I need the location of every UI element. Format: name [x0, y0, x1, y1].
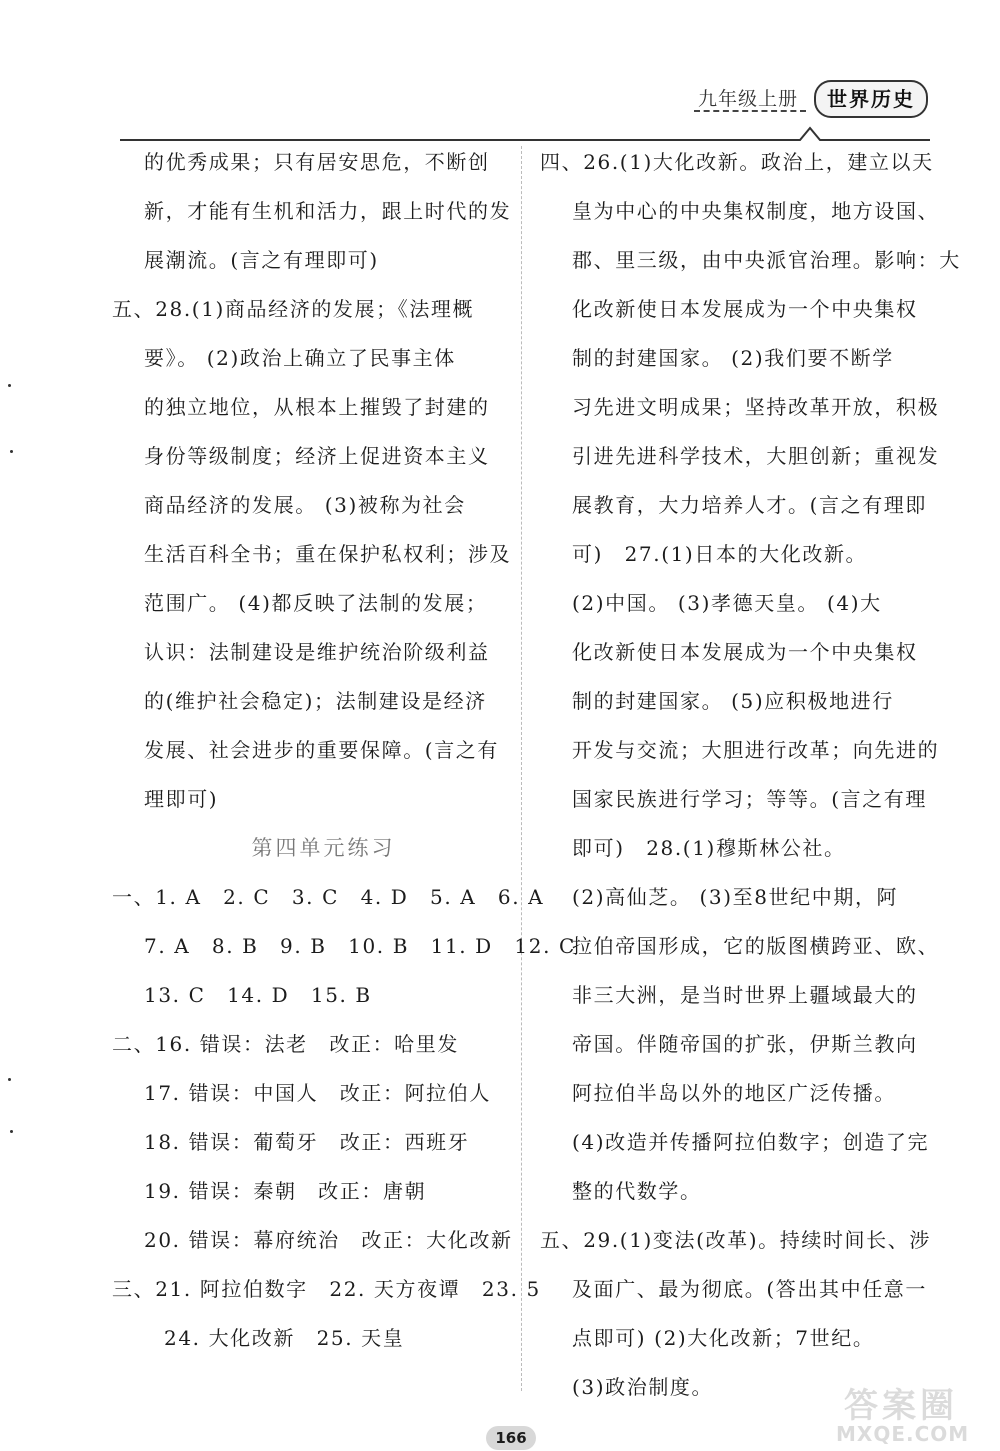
left-column — [112, 138, 576, 1363]
left-line: 生活百科全书；重在保护私权利；涉及 — [144, 542, 512, 566]
answer-line: 18. 错误：葡萄牙 改正：西班牙 — [144, 1130, 470, 1154]
scan-speck — [10, 1130, 13, 1133]
right-line: 可) 27.(1)日本的大化改新。 — [572, 542, 868, 566]
watermark-logo — [836, 1378, 996, 1448]
right-column — [540, 138, 961, 1412]
answer-line: 24. 大化改新 25. 天皇 — [164, 1326, 405, 1350]
scan-speck — [8, 384, 11, 387]
right-line: (4)改造并传播阿拉伯数字；创造了完 — [572, 1130, 930, 1154]
left-line: 发展、社会进步的重要保障。(言之有 — [144, 738, 500, 762]
right-line: 化改新使日本发展成为一个中央集权 — [572, 640, 918, 664]
left-line: 五、28.(1)商品经济的发展；《法理概 — [112, 297, 475, 321]
left-line: 新，才能有生机和活力，跟上时代的发 — [144, 199, 512, 223]
answer-line: 17. 错误：中国人 改正：阿拉伯人 — [144, 1081, 491, 1105]
right-line: 非三大洲，是当时世界上疆域最大的 — [572, 983, 918, 1007]
column-divider — [521, 146, 522, 1391]
right-line: 及面广、最为彻底。(答出其中任意一 — [572, 1277, 928, 1301]
page-number: 166 — [486, 1426, 536, 1450]
left-line: 认识：法制建设是维护统治阶级利益 — [144, 640, 490, 664]
left-line: 理即可) — [144, 787, 219, 811]
right-line: 开发与交流；大胆进行改革；向先进的 — [572, 738, 940, 762]
right-line: (2)中国。 (3)孝德天皇。 (4)大 — [572, 591, 882, 615]
answer-line: 19. 错误：秦朝 改正：唐朝 — [144, 1179, 427, 1203]
answer-line: 7. A 8. B 9. B 10. B 11. D 12. C — [144, 934, 576, 958]
right-line: 制的封建国家。 (2)我们要不断学 — [572, 346, 894, 370]
watermark-text: 答案圈 — [844, 1386, 958, 1426]
header-dash-line — [694, 110, 806, 112]
header-grade: 九年级上册 — [698, 88, 799, 110]
scan-speck — [8, 1078, 11, 1081]
right-line: 制的封建国家。 (5)应积极地进行 — [572, 689, 894, 713]
right-line: 习先进文明成果；坚持改革开放，积极 — [572, 395, 940, 419]
right-line: 五、29.(1)变法(改革)。持续时间长、涉 — [540, 1228, 931, 1252]
right-line: 皇为中心的中央集权制度，地方设国、 — [572, 199, 940, 223]
right-line: 四、26.(1)大化改新。政治上，建立以天 — [540, 150, 934, 174]
left-line: 展潮流。(言之有理即可) — [144, 248, 379, 272]
answer-line: 二、16. 错误：法老 改正：哈里发 — [112, 1032, 459, 1056]
answer-line: 13. C 14. D 15. B — [144, 983, 372, 1007]
answer-line: 20. 错误：幕府统治 改正：大化改新 — [144, 1228, 513, 1252]
right-line: 帝国。伴随帝国的扩张，伊斯兰教向 — [572, 1032, 918, 1056]
right-line: 化改新使日本发展成为一个中央集权 — [572, 297, 918, 321]
right-line: 拉伯帝国形成，它的版图横跨亚、欧、 — [572, 934, 940, 958]
right-line: 国家民族进行学习；等等。(言之有理 — [572, 787, 928, 811]
left-line: 的独立地位，从根本上摧毁了封建的 — [144, 395, 490, 419]
right-line: 点即可) (2)大化改新；7世纪。 — [572, 1326, 875, 1350]
left-line: 范围广。 (4)都反映了法制的发展； — [144, 591, 488, 615]
left-line: 身份等级制度；经济上促进资本主义 — [144, 444, 490, 468]
left-line: 要》。 (2)政治上确立了民事主体 — [144, 346, 456, 370]
right-line: 展教育，大力培养人才。(言之有理即 — [572, 493, 928, 517]
left-line: 的(维护社会稳定)；法制建设是经济 — [144, 689, 487, 713]
watermark-url: MXQE.COM — [836, 1422, 970, 1446]
right-line: 整的代数学。 — [572, 1179, 702, 1203]
header-subject-badge: 世界历史 — [814, 80, 928, 118]
right-line: 引进先进科学技术，大胆创新；重视发 — [572, 444, 940, 468]
left-line: 商品经济的发展。 (3)被称为社会 — [144, 493, 466, 517]
section-title: 第四单元练习 — [251, 836, 396, 860]
right-line: 阿拉伯半岛以外的地区广泛传播。 — [572, 1081, 896, 1105]
scan-speck — [10, 450, 13, 453]
right-line: 郡、里三级，由中央派官治理。影响：大 — [572, 248, 961, 272]
left-line: 的优秀成果；只有居安思危，不断创 — [144, 150, 490, 174]
right-line: 即可) 28.(1)穆斯林公社。 — [572, 836, 846, 860]
answer-line: 一、1. A 2. C 3. C 4. D 5. A 6. A — [112, 885, 545, 909]
right-line: (3)政治制度。 — [572, 1375, 714, 1399]
right-line: (2)高仙芝。 (3)至8世纪中期，阿 — [572, 885, 899, 909]
answer-line: 三、21. 阿拉伯数字 22. 天方夜谭 23. 5 — [112, 1277, 541, 1301]
